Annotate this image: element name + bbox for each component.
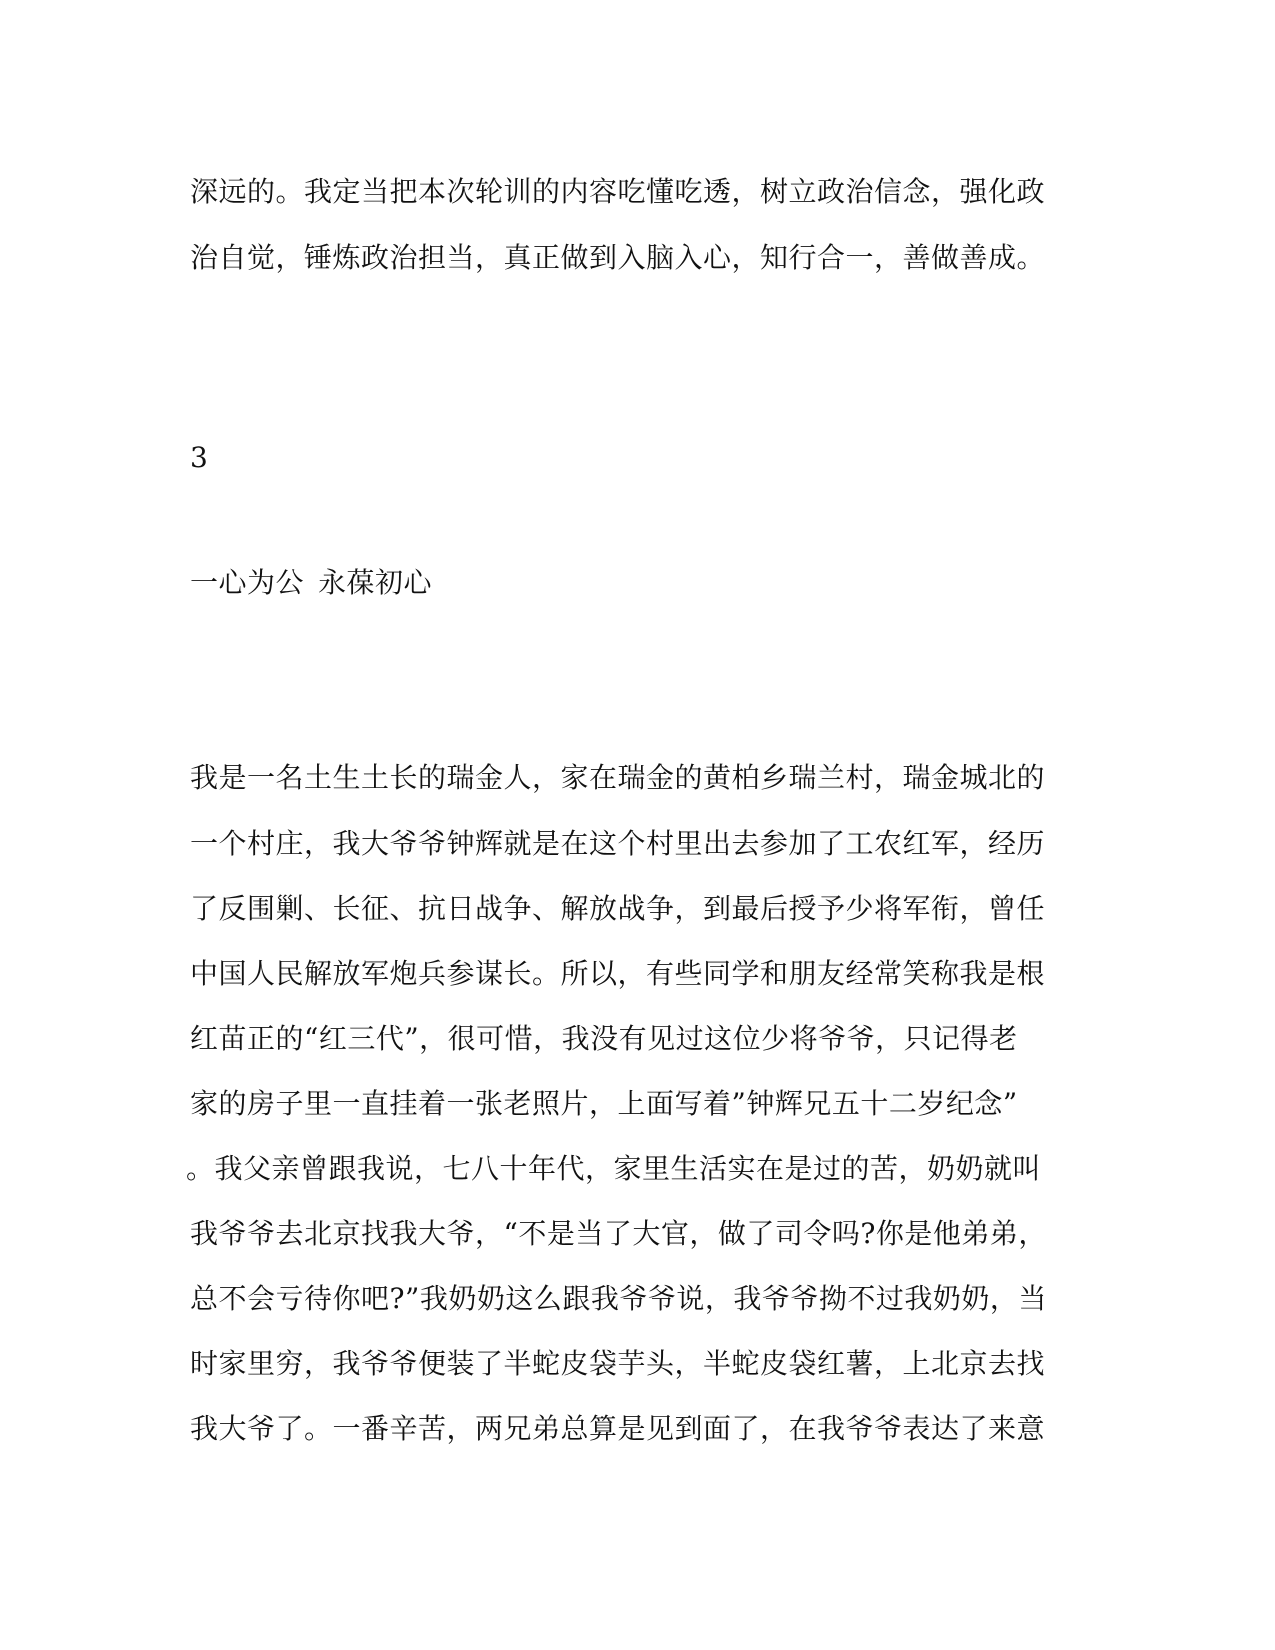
continuation-line-2: 治自觉，锤炼政治担当，真正做到入脑入心，知行合一，善做善成。 [190, 241, 1046, 274]
paragraph-line-7: 。我父亲曾跟我说，七八十年代，家里生活实在是过的苦，奶奶就叫 [186, 1152, 1042, 1185]
section-heading-part2: 永葆初心 [318, 566, 433, 599]
section-heading [190, 563, 432, 603]
paragraph-line-5: 红苗正的“红三代”，很可惜，我没有见过这位少将爷爷，只记得老 [190, 1022, 1018, 1055]
section-number: 3 [190, 441, 209, 474]
paragraph-line-2: 一个村庄，我大爷爷钟辉就是在这个村里出去参加了工农红军，经历 [190, 827, 1046, 860]
paragraph-line-11: 我大爷了。一番辛苦，两兄弟总算是见到面了，在我爷爷表达了来意 [190, 1412, 1046, 1445]
paragraph-line-6: 家的房子里一直挂着一张老照片，上面写着”钟辉兄五十二岁纪念” [190, 1087, 1018, 1120]
paragraph-line-3: 了反围剿、长征、抗日战争、解放战争，到最后授予少将军衔，曾任 [190, 892, 1046, 925]
paragraph-line-10: 时家里穷，我爷爷便装了半蛇皮袋芋头，半蛇皮袋红薯，上北京去找 [190, 1347, 1046, 1380]
paragraph-line-9: 总不会亏待你吧?”我奶奶这么跟我爷爷说，我爷爷拗不过我奶奶，当 [190, 1282, 1047, 1315]
section-heading-part1: 一心为公 [190, 566, 305, 599]
continuation-line-1: 深远的。我定当把本次轮训的内容吃懂吃透，树立政治信念，强化政 [190, 175, 1046, 208]
paragraph-line-4: 中国人民解放军炮兵参谋长。所以，有些同学和朋友经常笑称我是根 [190, 957, 1046, 990]
paragraph-line-1: 我是一名土生土长的瑞金人，家在瑞金的黄柏乡瑞兰村，瑞金城北的 [190, 761, 1046, 794]
paragraph-line-8: 我爷爷去北京找我大爷，“不是当了大官，做了司令吗?你是他弟弟， [190, 1217, 1047, 1250]
